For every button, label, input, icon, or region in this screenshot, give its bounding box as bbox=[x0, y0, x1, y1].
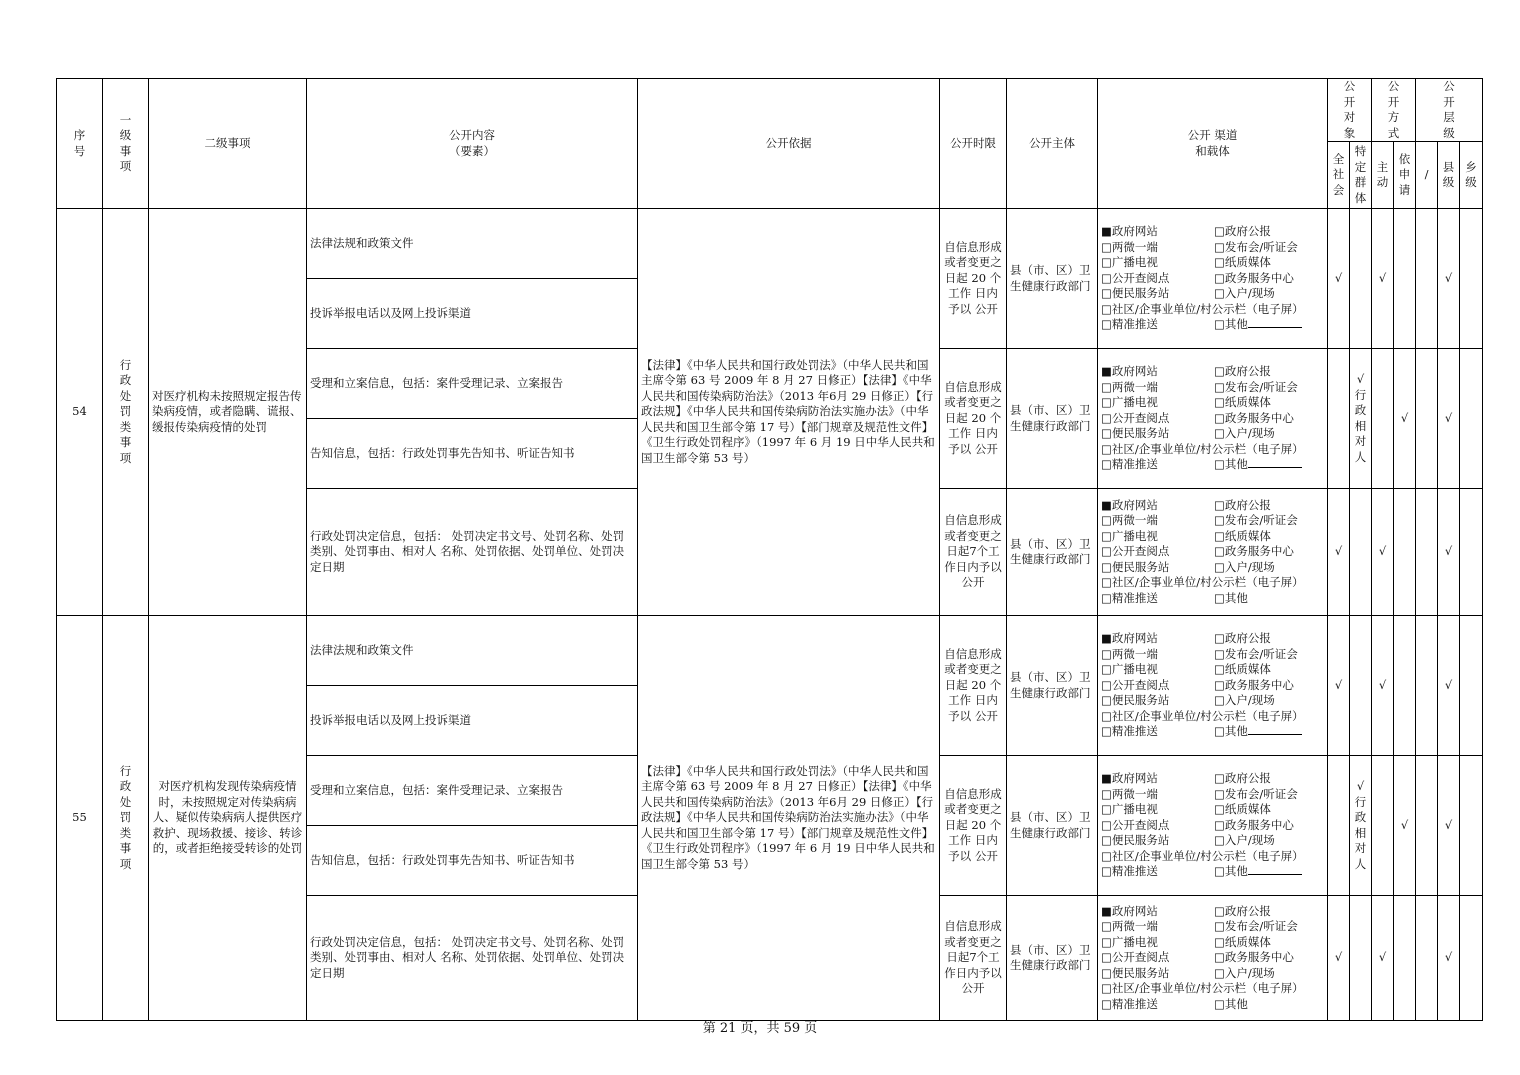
check-mark: √ bbox=[1328, 209, 1350, 349]
page-number: 第 21 页，共 59 页 bbox=[702, 1021, 818, 1036]
check-mark: √ bbox=[1372, 616, 1394, 756]
header-level: 公 开 层 级 bbox=[1416, 79, 1483, 142]
subject-cell: 县（市、区）卫 生健康行政部门 bbox=[1007, 756, 1098, 896]
time-limit-cell: 自信息形成或者变更之日起 20 个工作 日内予以 公开 bbox=[940, 209, 1007, 349]
check-mark: √ bbox=[1394, 349, 1416, 489]
header-target: 公 开 对 象 bbox=[1328, 79, 1372, 142]
subject-cell: 县（市、区）卫 生健康行政部门 bbox=[1007, 209, 1098, 349]
header-active: 主 动 bbox=[1372, 142, 1394, 209]
basis-cell: 【法律】《中华人民共和国行政处罚法》（中华人民共和国主席令第 63 号 2009 年 8 月 27 日修正）【法律】《中华人民共和国传染病防治法》（2013 年6月 29 日修正）【行政法规】《中华人民共和国传染病防治法实施办法》（中华人民共和国卫生部令第 17 号）【部门规章及规范性文件】《卫生行政处罚程序》（1997 年 6 月 19 日中华人民共和国卫生部令第 53 号） bbox=[638, 209, 940, 616]
content-cell: 告知信息，包括：行政处罚事先告知书、听证告知书 bbox=[307, 419, 638, 489]
content-cell: 告知信息，包括：行政处罚事先告知书、听证告知书 bbox=[307, 826, 638, 896]
channel-cell: ■政府网站 □政府公报 □两微一端 □发布会/听证会 □广播电视 □纸质媒体 □公开查阅点 □政务服务中心 □便民服务站 □入户/现场 □社区/企事业单位/村公示栏（电子屏） □精准推送 □其他 bbox=[1098, 349, 1328, 489]
header-slash: / bbox=[1416, 142, 1438, 209]
header-content: 公开内容 （要素） bbox=[307, 79, 638, 209]
header-county: 县 级 bbox=[1438, 142, 1460, 209]
content-cell: 行政处罚决定信息，包括： 处罚决定书文号、处罚名称、处罚类别、处罚事由、相对人 名称、处罚依据、处罚单位、处罚决定日期 bbox=[307, 489, 638, 616]
check-mark: √ bbox=[1438, 756, 1460, 896]
header-basis: 公开依据 bbox=[638, 79, 940, 209]
check-mark: √ bbox=[1438, 896, 1460, 1021]
specific-target-cell: √ 行 政 相 对 人 bbox=[1350, 349, 1372, 489]
header-subject: 公开主体 bbox=[1007, 79, 1098, 209]
header-method: 公 开 方 式 bbox=[1372, 79, 1416, 142]
check-mark: √ bbox=[1438, 209, 1460, 349]
subject-cell: 县（市、区）卫 生健康行政部门 bbox=[1007, 896, 1098, 1021]
time-limit-cell: 自信息形成或者变更之日起 20 个工作 日内予以 公开 bbox=[940, 349, 1007, 489]
check-mark: √ bbox=[1372, 489, 1394, 616]
table-row bbox=[57, 209, 1483, 279]
seq-cell: 55 bbox=[57, 616, 103, 1021]
check-mark: √ bbox=[1328, 489, 1350, 616]
channel-cell: ■政府网站 □政府公报 □两微一端 □发布会/听证会 □广播电视 □纸质媒体 □公开查阅点 □政务服务中心 □便民服务站 □入户/现场 □社区/企事业单位/村公示栏（电子屏） □精准推送 □其他 bbox=[1098, 896, 1328, 1021]
channel-cell: ■政府网站 □政府公报 □两微一端 □发布会/听证会 □广播电视 □纸质媒体 □公开查阅点 □政务服务中心 □便民服务站 □入户/现场 □社区/企事业单位/村公示栏（电子屏） □精准推送 □其他 bbox=[1098, 616, 1328, 756]
basis-cell: 【法律】《中华人民共和国行政处罚法》（中华人民共和国主席令第 63 号 2009 年 8 月 27 日修正）【法律】《中华人民共和国传染病防治法》（2013 年6月 29 日修正）【行政法规】《中华人民共和国传染病防治法实施办法》（中华人民共和国卫生部令第 17 号）【部门规章及规范性文件】《卫生行政处罚程序》（1997 年 6 月 19 日中华人民共和国卫生部令第 53 号） bbox=[638, 616, 940, 1021]
level2-cell: 对医疗机构未按照规定报告传染病疫情，或者隐瞒、谎报、缓报传染病疫情的处罚 bbox=[149, 209, 307, 616]
check-mark: √ bbox=[1372, 896, 1394, 1021]
content-cell: 法律法规和政策文件 bbox=[307, 209, 638, 279]
header-channel: 公开 渠道 和载体 bbox=[1098, 79, 1328, 209]
subject-cell: 县（市、区）卫 生健康行政部门 bbox=[1007, 489, 1098, 616]
check-mark: √ bbox=[1394, 756, 1416, 896]
header-all-society: 全 社 会 bbox=[1328, 142, 1350, 209]
check-mark: √ bbox=[1328, 896, 1350, 1021]
content-cell: 投诉举报电话以及网上投诉渠道 bbox=[307, 686, 638, 756]
table-row bbox=[57, 616, 1483, 686]
content-cell: 行政处罚决定信息，包括： 处罚决定书文号、处罚名称、处罚类别、处罚事由、相对人 名称、处罚依据、处罚单位、处罚决定日期 bbox=[307, 896, 638, 1021]
level1-cell: 行 政 处 罚 类 事 项 bbox=[103, 616, 149, 1021]
time-limit-cell: 自信息形成或者变更之日起 20 个工作 日内予以 公开 bbox=[940, 756, 1007, 896]
header-level1: 一 级 事 项 bbox=[103, 79, 149, 209]
header-seq: 序 号 bbox=[57, 79, 103, 209]
header-level2: 二级事项 bbox=[149, 79, 307, 209]
subject-cell: 县（市、区）卫 生健康行政部门 bbox=[1007, 349, 1098, 489]
time-limit-cell: 自信息形成或者变更之日起 20 个工作 日内予以 公开 bbox=[940, 616, 1007, 756]
check-mark: √ bbox=[1372, 209, 1394, 349]
time-limit-cell: 自信息形成或者变更之日起7个工作日内予以公开 bbox=[940, 489, 1007, 616]
check-mark: √ bbox=[1328, 616, 1350, 756]
header-on-request: 依 申 请 bbox=[1394, 142, 1416, 209]
content-cell: 受理和立案信息，包括：案件受理记录、立案报告 bbox=[307, 349, 638, 419]
header-time-limit: 公开时限 bbox=[940, 79, 1007, 209]
content-cell: 投诉举报电话以及网上投诉渠道 bbox=[307, 279, 638, 349]
channel-cell: ■政府网站 □政府公报 □两微一端 □发布会/听证会 □广播电视 □纸质媒体 □公开查阅点 □政务服务中心 □便民服务站 □入户/现场 □社区/企事业单位/村公示栏（电子屏） □精准推送 □其他 bbox=[1098, 756, 1328, 896]
level2-cell: 对医疗机构发现传染病疫情时，未按照规定对传染病病人、疑似传染病病人提供医疗救护、现场救援、接诊、转诊的，或者拒绝接受转诊的处罚 bbox=[149, 616, 307, 1021]
disclosure-table bbox=[56, 78, 1483, 1021]
header-township: 乡 级 bbox=[1460, 142, 1483, 209]
channel-cell: ■政府网站 □政府公报 □两微一端 □发布会/听证会 □广播电视 □纸质媒体 □公开查阅点 □政务服务中心 □便民服务站 □入户/现场 □社区/企事业单位/村公示栏（电子屏） □精准推送 □其他 bbox=[1098, 209, 1328, 349]
content-cell: 受理和立案信息，包括：案件受理记录、立案报告 bbox=[307, 756, 638, 826]
seq-cell: 54 bbox=[57, 209, 103, 616]
channel-cell: ■政府网站 □政府公报 □两微一端 □发布会/听证会 □广播电视 □纸质媒体 □公开查阅点 □政务服务中心 □便民服务站 □入户/现场 □社区/企事业单位/村公示栏（电子屏） □精准推送 □其他 bbox=[1098, 489, 1328, 616]
level1-cell: 行 政 处 罚 类 事 项 bbox=[103, 209, 149, 616]
subject-cell: 县（市、区）卫 生健康行政部门 bbox=[1007, 616, 1098, 756]
check-mark: √ bbox=[1438, 616, 1460, 756]
time-limit-cell: 自信息形成或者变更之日起7个工作日内予以公开 bbox=[940, 896, 1007, 1021]
check-mark: √ bbox=[1438, 349, 1460, 489]
content-cell: 法律法规和政策文件 bbox=[307, 616, 638, 686]
check-mark: √ bbox=[1438, 489, 1460, 616]
specific-target-cell: √ 行 政 相 对 人 bbox=[1350, 756, 1372, 896]
header-specific-group: 特 定 群 体 bbox=[1350, 142, 1372, 209]
